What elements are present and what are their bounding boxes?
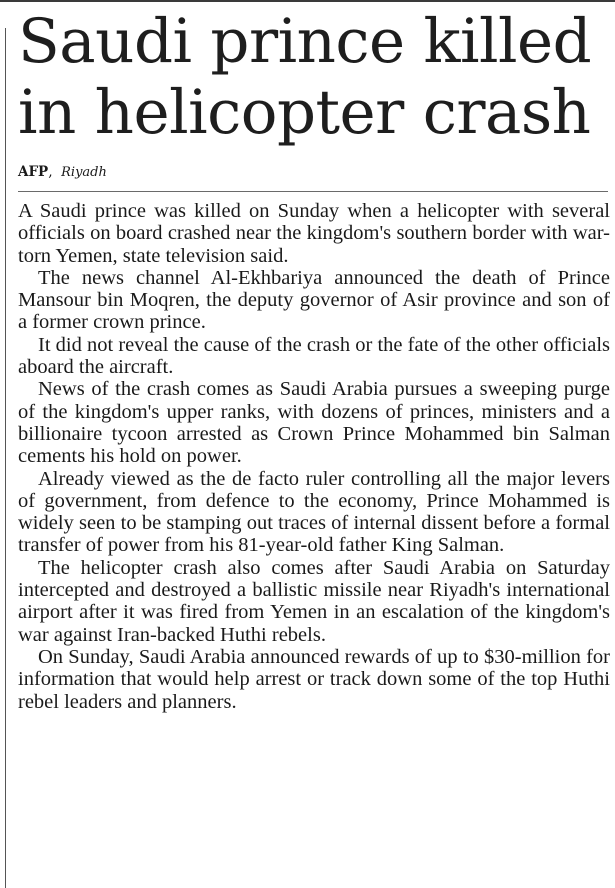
byline: AFP, Riyadh [18,164,107,180]
byline-agency: AFP [18,164,49,180]
article-paragraph: Already viewed as the de facto ruler controlling all the major levers of government, from defence to the economy, Prince Mohammed is widely seen to be stamping out traces of internal dissent before a formal transfer of power from his 81-year-old father King Salman. [18,467,610,557]
article-paragraph: It did not reveal the cause of the crash or the fate of the other officials aboard the aircraft. [18,333,610,379]
article-paragraph: On Sunday, Saudi Arabia announced rewards of up to $30-million for information that would help arrest or track down some of the top Huthi rebel leaders and planners. [18,645,610,713]
article-headline: Saudi prince killed in helicopter crash [18,6,592,148]
news-article [18,6,610,713]
article-paragraph: The helicopter crash also comes after Saudi Arabia on Saturday intercepted and destroyed a ballistic missile near Riyadh's international airport after it was fired from Yemen in an escalation of the kingdom's war against Iran-backed Huthi rebels. [18,556,610,646]
byline-dateline: Riyadh [61,165,107,180]
article-body [18,200,610,713]
article-paragraph: The news channel Al-Ekhbariya announced the death of Prince Mansour bin Moqren, the deputy governor of Asir province and son of a former crown prince. [18,266,610,334]
article-paragraph: A Saudi prince was killed on Sunday when a helicopter with several officials on board crashed near the kingdom's southern border with war-torn Yemen, state television said. [18,200,610,267]
byline-divider [18,191,608,192]
top-border-rule [0,0,615,2]
column-divider-rule [5,28,6,888]
article-paragraph: News of the crash comes as Saudi Arabia pursues a sweeping purge of the kingdom's upper ranks, with dozens of princes, ministers and a billionaire tycoon arrested as Crown Prince Mohammed bin Salman cements his hold on power. [18,378,610,468]
